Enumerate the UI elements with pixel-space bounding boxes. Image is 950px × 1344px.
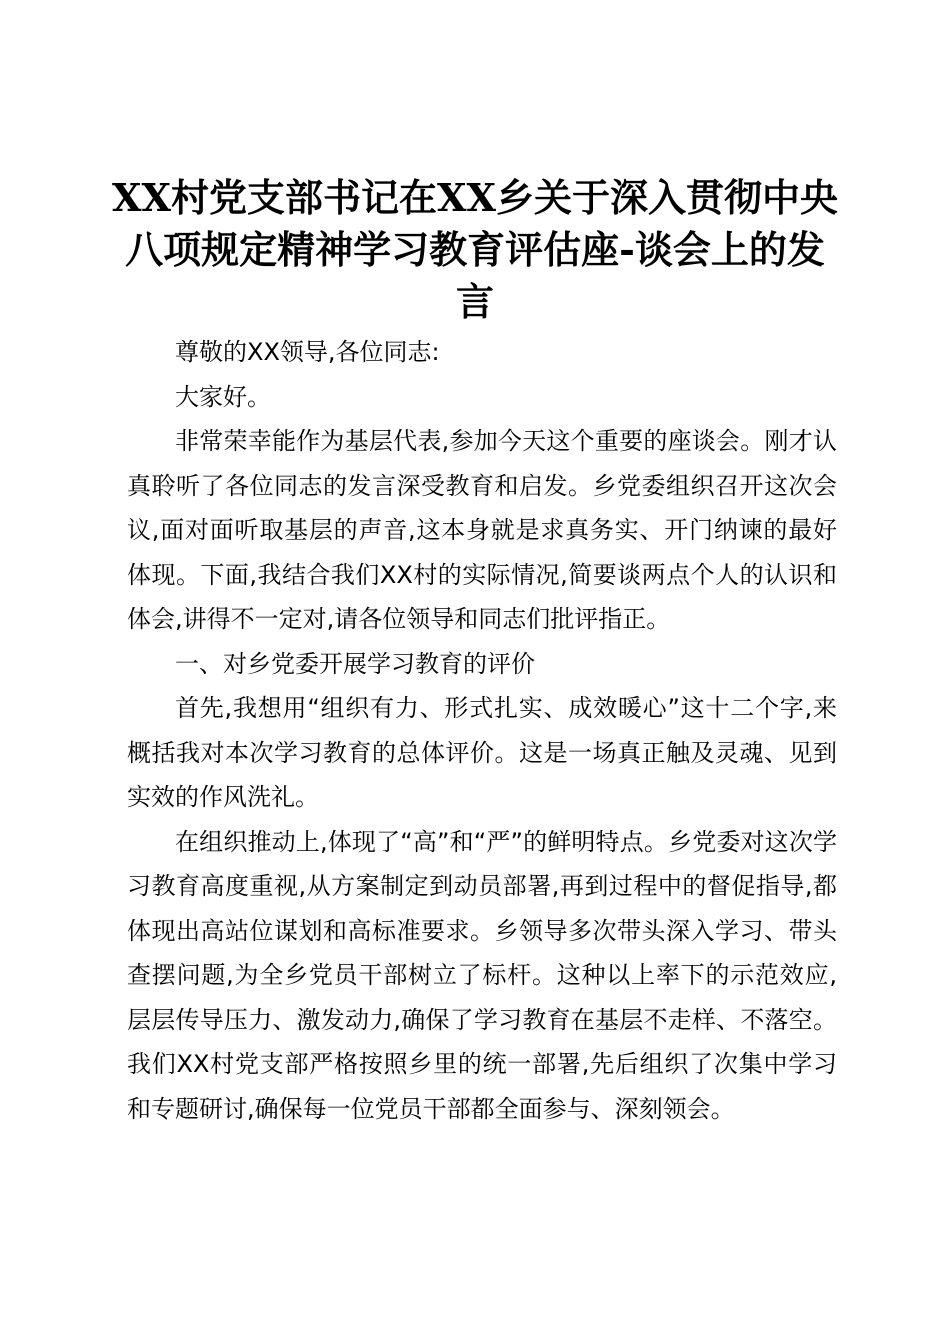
greeting: 大家好。	[175, 382, 271, 411]
body-paragraph: 在组织推动上,体现了“高”和“严”的鲜明特点。乡党委对这次学习教育高度重视,从方案制定到动员部署,再到过程中的督促指导,都体现出高站位谋划和高标准要求。乡领导多次带头深入学习、带头查摆问题,为全乡党员干部树立了标杆。这种以上率下的示范效应,层层传导压力、激发动力,确保了学习教育在基层不走样、不落空。我们XX村党支部严格按照乡里的统一部署,先后组织了次集中学习和专题研讨,确保每一位党员干部都全面参与、深刻领会。	[127, 827, 837, 1123]
document-body	[127, 330, 837, 1131]
body-paragraph: 首先,我想用“组织有力、形式扎实、成效暖心”这十二个字,来概括我对本次学习教育的总体评价。这是一场真正触及灵魂、见到实效的作风洗礼。	[127, 694, 837, 811]
body-paragraph: 非常荣幸能作为基层代表,参加今天这个重要的座谈会。刚才认真聆听了各位同志的发言深受教育和启发。乡党委组织召开这次会议,面对面听取基层的声音,这本身就是求真务实、开门纳谏的最好体现。下面,我结合我们XX村的实际情况,简要谈两点个人的认识和体会,讲得不一定对,请各位领导和同志们批评指正。	[127, 427, 837, 633]
section-heading: 一、对乡党委开展学习教育的评价	[175, 649, 535, 678]
salutation: 尊敬的XX领导,各位同志:	[175, 338, 440, 366]
document-title: XX村党支部书记在XX乡关于深入贯彻中央八项规定精神学习教育评估座-谈会上的发言	[112, 175, 838, 324]
